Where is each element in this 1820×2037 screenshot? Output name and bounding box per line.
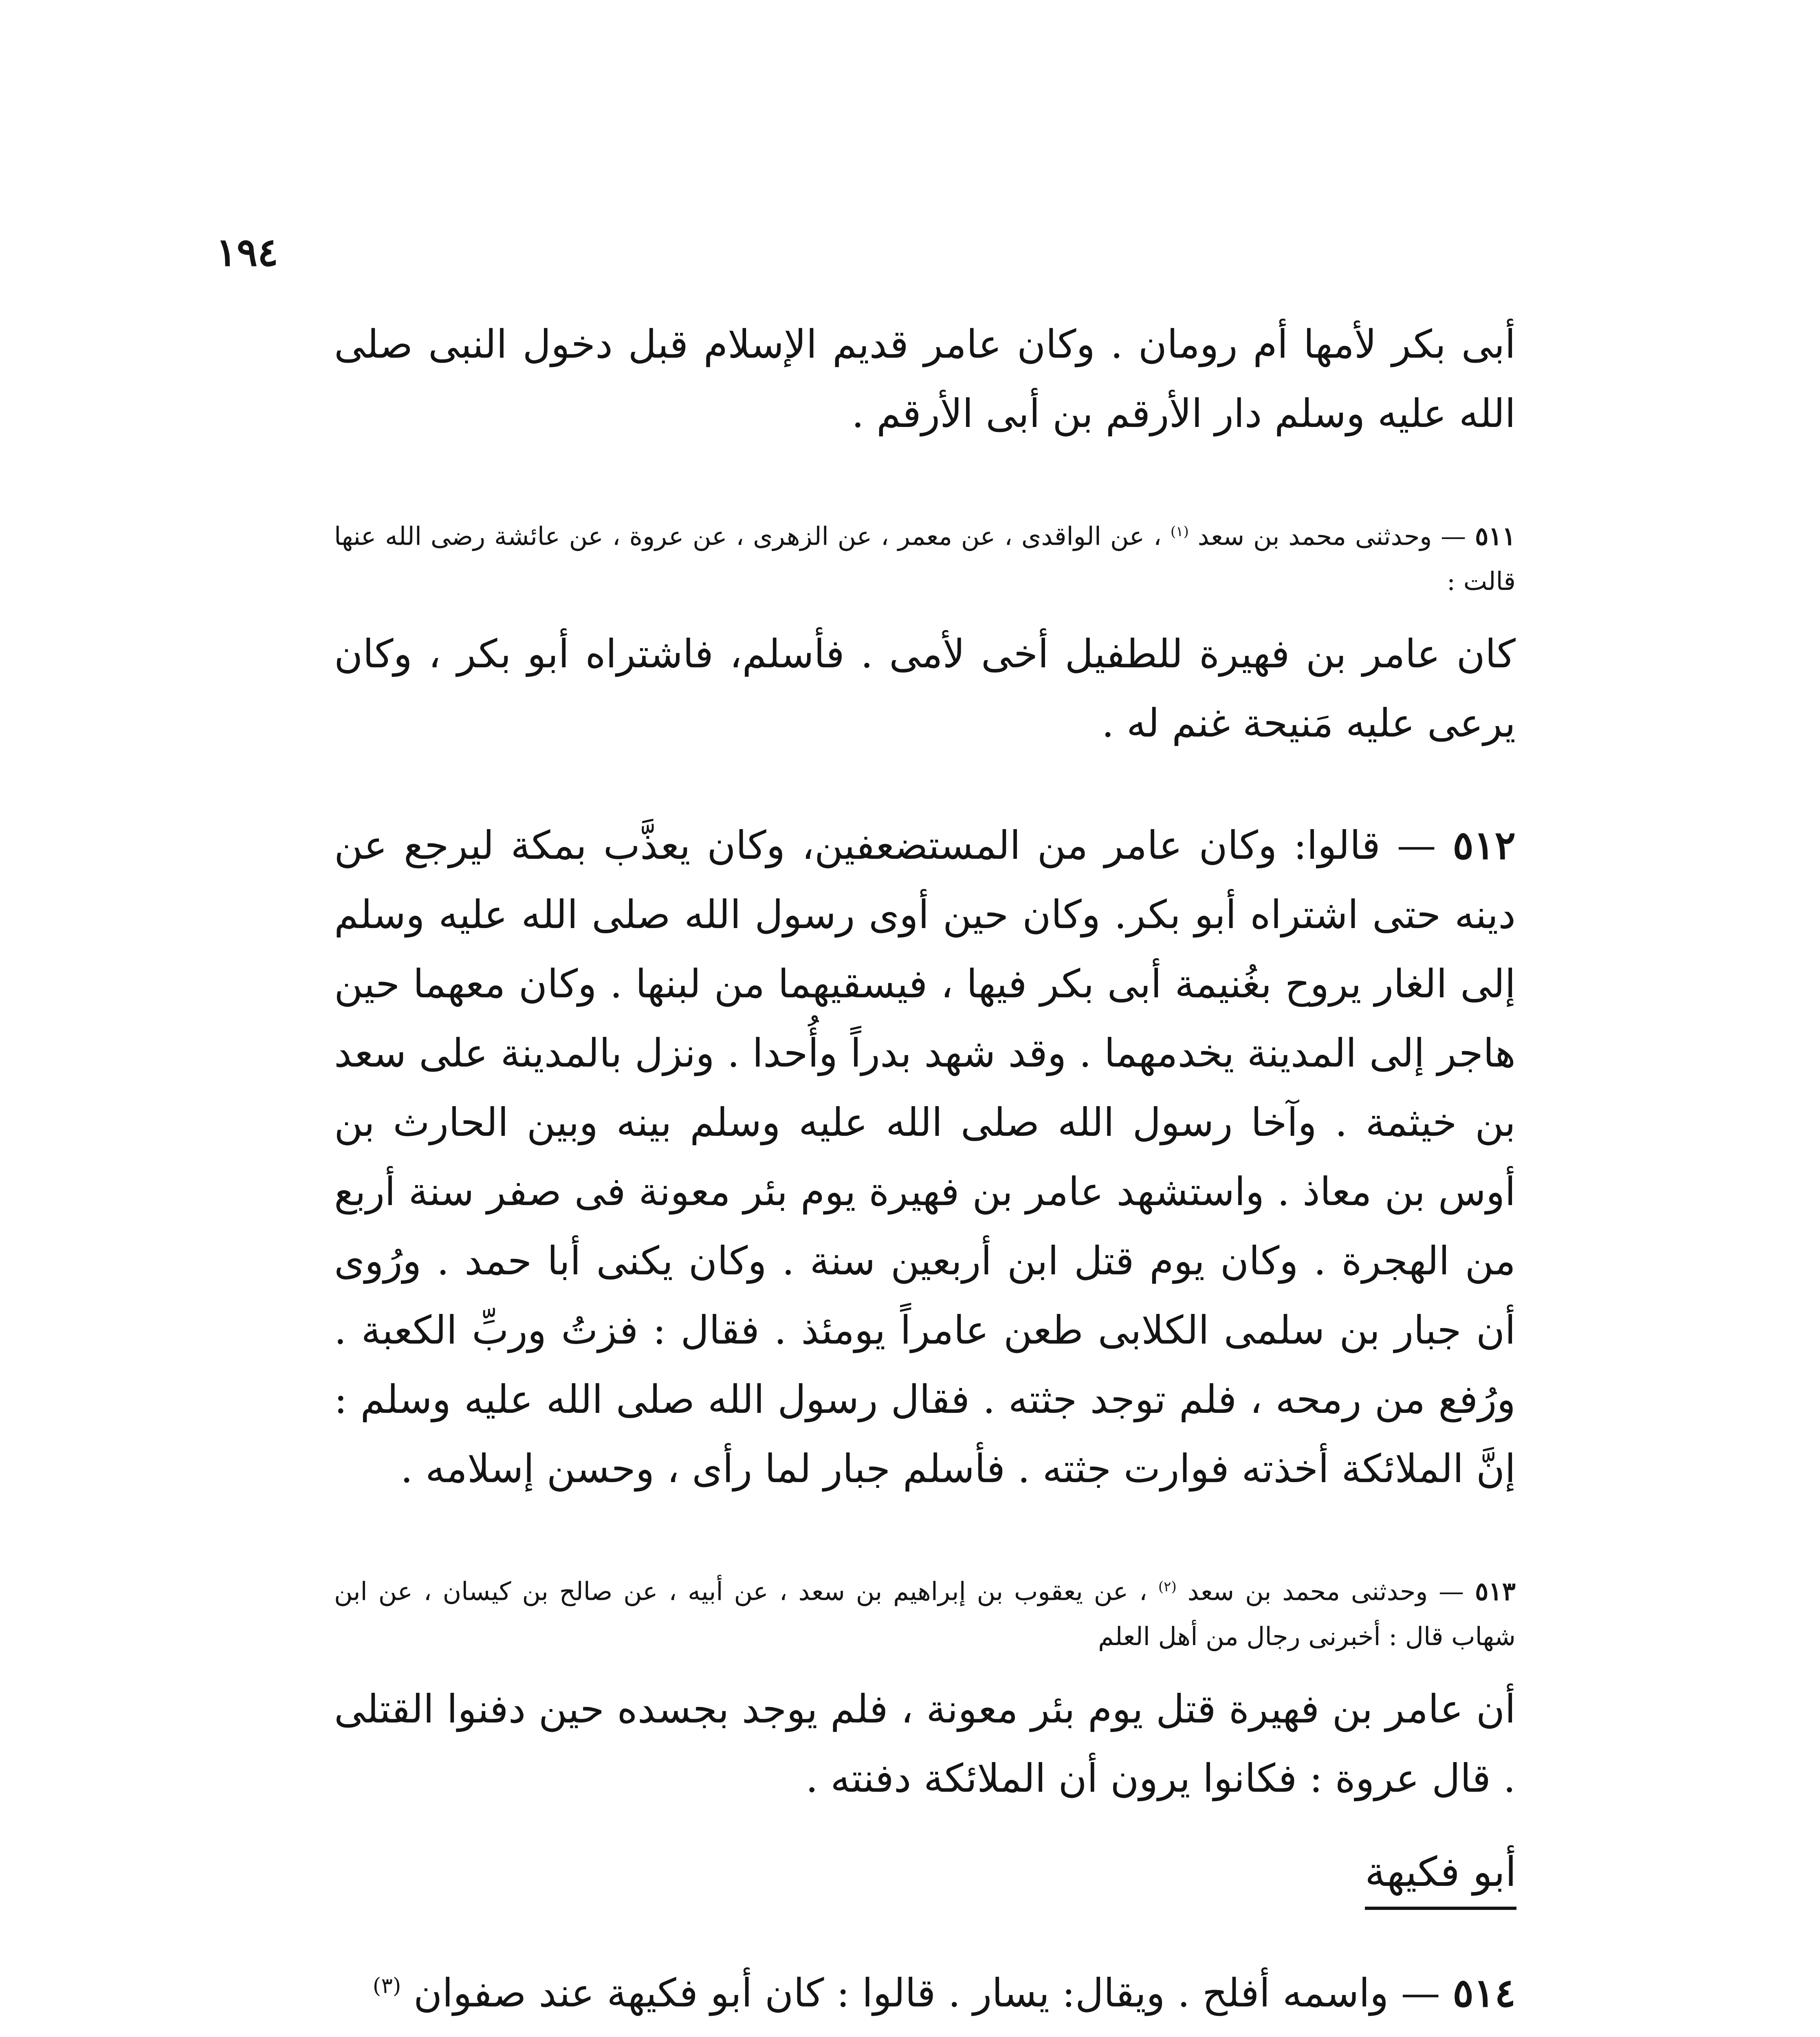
paragraph-text: أن عامر بن فهيرة قتل يوم بئر معونة ، فلم يوجد بجسده حين دفنوا القتلى . قال عروة : فكانوا يرون أن الملائكة دفنته . <box>334 1686 1516 1801</box>
section-heading: أبو فكيهة <box>1365 1841 1516 1910</box>
page-number: ١٩٤ <box>216 230 279 275</box>
paragraph-511 <box>334 619 1516 758</box>
paragraph-514 <box>334 1951 1516 2028</box>
isnad-text-rest: ، عن الواقدى ، عن معمر ، عن الزهرى ، عن عروة ، عن عائشة رضى الله عنها قالت : <box>334 521 1516 596</box>
isnad-511 <box>334 509 1516 604</box>
paragraph-text: كان عامر بن فهيرة للطفيل أخى لأمى . فأسلم، فاشتراه أبو بكر ، وكان يرعى عليه مَنيحة غنم له . <box>334 631 1516 746</box>
paragraph-continuation <box>334 310 1516 448</box>
isnad-text: — وحدثنى محمد بن سعد <box>1187 1576 1464 1606</box>
isnad-text-rest: ، عن يعقوب بن إبراهيم بن سعد ، عن أبيه ، عن صالح بن كيسان ، عن ابن شهاب قال : أخبرنى رجال من أهل العلم <box>334 1576 1516 1651</box>
paragraph-512 <box>334 811 1516 1503</box>
isnad-513 <box>334 1564 1516 1659</box>
paragraph-text: — واسمه أفلح . ويقال: يسار . قالوا : كان أبو فكيهة عند صفوان <box>413 1970 1440 2016</box>
footnote-ref: (١) <box>1170 524 1189 540</box>
entry-number: ٥١١ <box>1475 521 1516 551</box>
isnad-text: — وحدثنى محمد بن سعد <box>1197 521 1466 551</box>
paragraph-text: — قالوا: وكان عامر من المستضعفين، وكان يعذَّب بمكة ليرجع عن دينه حتى اشتراه أبو بكر. وكان حين أوى رسول الله صلى الله عليه وسلم إلى الغار يروح بغُنيمة أبى بكر فيها ، فيسقيهما من لبنها . وكان معهما حين هاجر إلى المدينة يخدمهما . وقد شهد بدراً وأُحدا . ونزل بالمدينة على سعد بن خيثمة . وآخا رسول الله صلى الله عليه وسلم بينه وبين الحارث بن أوس بن معاذ . واستشهد عامر بن فهيرة يوم بئر معونة فى صفر سنة أربع من الهجرة . وكان يوم قتل ابن أربعين سنة . وكان يكنى أبا حمد . ورُوى أن جبار بن سلمى الكلابى طعن عامراً يومئذ . فقال : فزتُ وربِّ الكعبة . ورُفع من رمحه ، فلم توجد جثته . فقال رسول الله صلى الله عليه وسلم : إنَّ الملائكة أخذته فوارت جثته . فأسلم جبار لما رأى ، وحسن إسلامه . <box>334 823 1516 1491</box>
entry-number: ٥١٣ <box>1475 1576 1516 1606</box>
footnote-ref: (٢) <box>1158 1579 1177 1595</box>
paragraph-513 <box>334 1674 1516 1813</box>
entry-number: ٥١٤ <box>1452 1970 1516 2016</box>
footnote-ref: (٣) <box>372 1973 401 1998</box>
entry-number: ٥١٢ <box>1452 822 1516 868</box>
paragraph-text: أبى بكر لأمها أم رومان . وكان عامر قديم الإسلام قبل دخول النبى صلى الله عليه وسلم دار الأرقم بن أبى الأرقم . <box>334 321 1516 436</box>
